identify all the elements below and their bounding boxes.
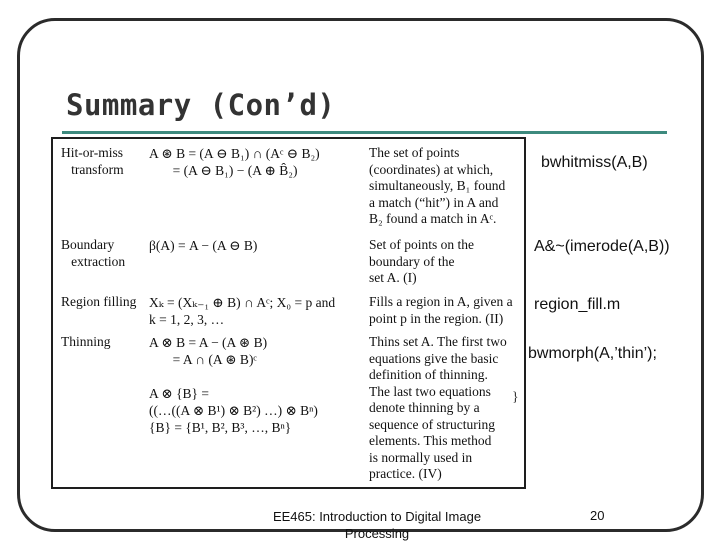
title-underline: [62, 131, 667, 134]
page-number: 20: [590, 508, 605, 523]
eq-thinning: A ⊗ B = A − (A ⊛ B) = A ∩ (A ⊛ B)ᶜ A ⊗ {B} = ((…((A ⊗ B¹) ⊗ B²) …) ⊗ Bⁿ) {B} = {B¹, B², B³, …, Bⁿ}: [149, 335, 318, 435]
slide-title: Summary (Con’d): [66, 88, 336, 122]
eq-region-filling: Xₖ = (Xₖ₋₁ ⊕ B) ∩ Aᶜ; X₀ = p and k = 1, 2, 3, …: [149, 295, 336, 327]
op-hit-or-miss: Hit-or-miss transform: [61, 145, 124, 177]
cmd-boundary: A&~(imerode(A,B)): [534, 238, 670, 255]
slide-footer: EE465: Introduction to Digital Image Processing: [272, 509, 482, 541]
cmd-region-fill: region_fill.m: [534, 296, 621, 313]
comment-hit-or-miss: The set of points (coordinates) at which, simultaneously, B₁ found a match (“hit”) in A and B₂ found a match in Aᶜ.: [369, 145, 506, 226]
op-region-filling: Region filling: [61, 294, 137, 309]
morphology-summary-table: [51, 137, 526, 489]
comment-thinning: Thins set A. The first two equations give the basic definition of thinning. The last two equations denote thinning by a sequence of structuring elements. This method is normally used in practice. (IV): [369, 334, 507, 481]
brace-mark: }: [512, 390, 519, 405]
comment-region-filling: Fills a region in A, given a point p in the region. (II): [369, 294, 513, 326]
eq-hit-or-miss: A ⊛ B = (A ⊖ B₁) ∩ (Aᶜ ⊖ B₂) = (A ⊖ B₁) − (A ⊕ B̂₂): [149, 146, 320, 178]
eq-boundary-extraction: β(A) = A − (A ⊖ B): [149, 238, 258, 253]
cmd-thinning: bwmorph(A,’thin’);: [528, 345, 657, 362]
comment-boundary-extraction: Set of points on the boundary of the set A. (I): [369, 237, 474, 285]
op-thinning: Thinning: [61, 334, 111, 349]
cmd-hitmiss: bwhitmiss(A,B): [541, 154, 648, 171]
op-boundary-extraction: Boundary extraction: [61, 237, 126, 269]
